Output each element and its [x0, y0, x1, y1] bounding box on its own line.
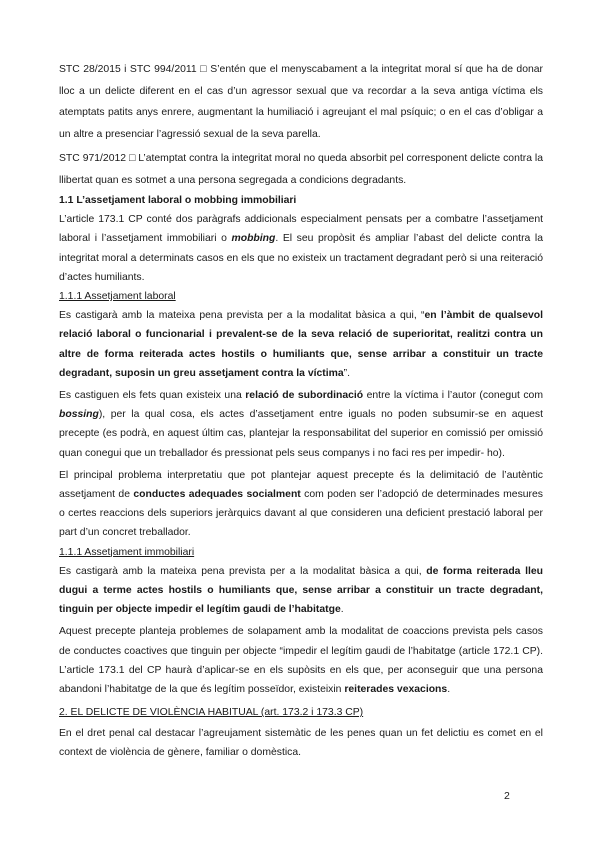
- text-run: L’article 173.1 CP conté dos paràgrafs addicionals especialment pensats per a combatre l’assetjament laboral i l’assetjament immobiliari o: [59, 214, 543, 245]
- text-run: .: [447, 684, 451, 696]
- paragraph-stc-28-2015: STC 28/2015 i STC 994/2011 □ S’entén que el menyscabament a la integritat moral sí que ha de donar lloc a un delicte diferent en el cas d’un agressor sexual que va recordar a la seva antiga víctima els atemptats patits anys enrere, augmentant la humiliació i agreujant el mal psíquic; o en el cas d’obligar a un altre a presenciar l’agressió sexual de la seva parella.: [59, 64, 543, 140]
- quote-bold: de forma reiterada lleu dugui a terme actes hostils o humiliants que, sense arribar a constituir un tracte degradant, tinguin per objecte impedir el legítim gaudi de l’habitatge: [59, 565, 544, 616]
- heading-1-1-1-immobiliari: 1.1.1 Assetjament immobiliari: [59, 546, 195, 558]
- heading-1-1-assetjament: 1.1 L’assetjament laboral o mobbing immobiliari: [59, 195, 297, 206]
- text-run: Es castiguen els fets quan existeix una: [59, 390, 246, 402]
- text-run: El principal problema interpretatiu que pot plantejar aquest precepte és la delimitació de l’autèntic assetjament de: [59, 469, 543, 501]
- text-run: . El seu propòsit és ampliar l’abast del delicte contra la integritat moral a determinats casos en els que no existeix un tractament degradant però si una reiteració d’actes humiliants.: [59, 233, 543, 283]
- heading-1-1-1-laboral: 1.1.1 Assetjament laboral: [59, 291, 176, 303]
- text-run: ”.: [343, 367, 351, 379]
- paragraph-problema-interpretatiu: [59, 466, 543, 543]
- text-run: Es castigarà amb la mateixa pena prevista per a la modalitat bàsica a qui, “: [59, 310, 425, 322]
- text-run: entre la víctima i l’autor (conegut com: [363, 390, 543, 402]
- text-run: ), per la qual cosa, els actes d’assetjament entre iguals no poden subsumir-se en aquest precepte (es podrà, en aquest últim cas, plantejar la responsabilitat del superior en comissió per omissió quan conegui que un treballador és pressionat pels seus companys i no faci res per impedir- ho).: [59, 409, 543, 459]
- paragraph-subordinacio: [59, 386, 543, 463]
- page-number: 2: [504, 790, 510, 802]
- term-conductes-adequades: conductes adequades socialment: [133, 489, 301, 501]
- paragraph-solapament: [59, 622, 543, 699]
- page-content: [59, 59, 543, 762]
- paragraph-dret-penal: En el dret penal cal destacar l’agreujament sistemàtic de les penes quan un fet delictiu es comet en el context de violència de gènere, familiar o domèstica.: [59, 727, 543, 758]
- paragraph-stc-971-2012: STC 971/2012 □ L’atemptat contra la integritat moral no queda absorbit pel corresponent delicte contra la llibertat quan es sotmet a una persona segregada a condicions degradants.: [59, 153, 543, 186]
- quote-bold: en l’àmbit de qualsevol relació laboral o funcionarial i prevalent-se de la seva relació de superioritat, realitzi contra un altre de forma reiterada actes hostils o humiliants que, sense arribar a constituir un tracte degradant, suposin un greu assetjament contra la víctima: [59, 310, 543, 379]
- text-run: .: [340, 604, 344, 616]
- text-run: Es castigarà amb la mateixa pena prevista per a la modalitat bàsica a qui,: [59, 565, 427, 577]
- paragraph-castigara-laboral: [59, 306, 543, 383]
- paragraph-castigara-immobiliari: [59, 562, 543, 620]
- text-run: com poden ser l’adopció de determinades mesures o certes reaccions dels superiors jeràrquics davant al que consideren una deficient prestació laboral per part d’un concret treballador.: [59, 489, 543, 539]
- paragraph-article-173-1: [59, 210, 543, 287]
- term-reiterades-vexacions: reiterades vexacions: [344, 684, 448, 696]
- heading-2-violencia-habitual: 2. EL DELICTE DE VIOLÈNCIA HABITUAL (art. 173.2 i 173.3 CP): [59, 707, 364, 719]
- term-bossing: bossing: [59, 409, 99, 421]
- term-relacio-subordinacio: relació de subordinació: [245, 390, 364, 402]
- text-run: Aquest precepte planteja problemes de solapament amb la modalitat de coaccions prevista pels casos de conductes coactives que tinguin per objecte “impedir el legítim gaudi de l’habitatge (article 172.1 CP). L’article 173.1 del CP haurà d’aplicar-se en els supòsits en els que, per aconseguir que una persona abandoni l’habitatge de la que és legítim posseïdor, existeixin: [59, 626, 543, 696]
- term-mobbing: mobbing: [231, 233, 276, 245]
